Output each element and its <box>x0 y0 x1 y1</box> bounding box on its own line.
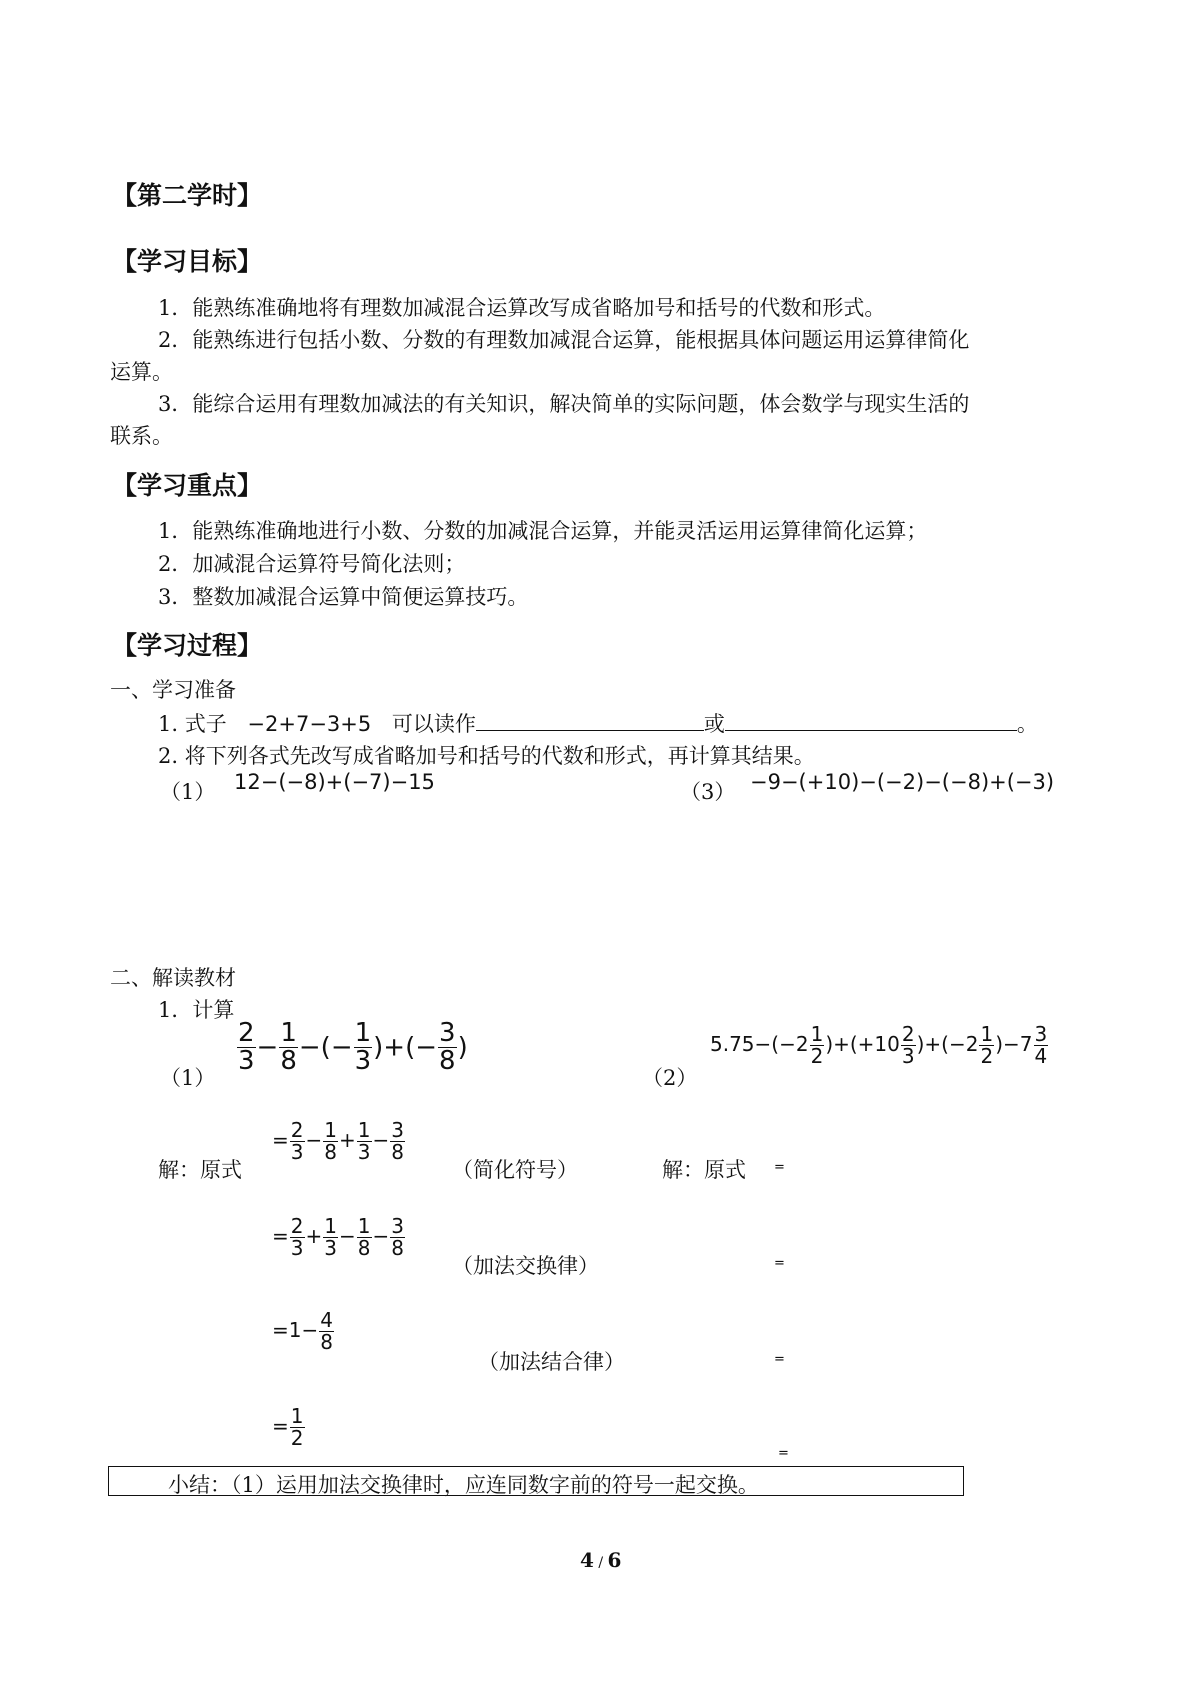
solution-2-label: 解：原式 <box>662 1158 746 1182</box>
goal-item-3: 3．能综合运用有理数加减法的有关知识，解决简单的实际问题，体会数学与现实生活的 <box>158 392 970 416</box>
goal-item-2: 2．能熟练进行包括小数、分数的有理数加减混合运算，能根据具体问题运用运算律简化 <box>158 328 970 352</box>
solution-step-3: =1− $\frac{4}{8}$ <box>272 1308 333 1354</box>
q2-3-expression: −9−(+10)−(−2)−(−8)+(−3) <box>750 770 1055 794</box>
key-point-1: 1．能熟练准确地进行小数、分数的加减混合运算，并能灵活运用运算律简化运算； <box>158 519 928 543</box>
page-number: 4 / 6 <box>580 1548 622 1572</box>
answer-blank-1[interactable] <box>476 712 704 731</box>
solution-2-eq-1: = <box>774 1160 785 1175</box>
key-points-heading: 【学习重点】 <box>112 471 263 500</box>
solution-2-eq-4: = <box>778 1446 789 1461</box>
key-point-3: 3．整数加减混合运算中简便运算技巧。 <box>158 585 529 609</box>
part2-title: 二、解读教材 <box>110 966 236 990</box>
q2-1-label: （1） <box>160 780 216 804</box>
question-1 <box>158 708 1038 738</box>
goal-item-1: 1．能熟练准确地将有理数加减混合运算改写成省略加号和括号的代数和形式。 <box>158 296 886 320</box>
q1-expression: −2+7−3+5 <box>247 712 372 736</box>
solution-1-label: 解：原式 <box>158 1158 242 1182</box>
fraction-2-3: $\frac{2}{3}$ <box>238 1018 255 1077</box>
ex1-expression: $\frac{2}{3}$ − $\frac{1}{8}$ −(− $\frac{1}{3}$ )+(− $\frac{3}{8}$ ) <box>238 1018 468 1077</box>
q2-1-expression: 12−(−8)+(−7)−15 <box>234 770 435 794</box>
q1-end: 。 <box>1016 712 1038 736</box>
question-2: 2. 将下列各式先改写成省略加号和括号的代数和形式，再计算其结果。 <box>158 744 815 768</box>
q1-read-as: 可以读作 <box>391 712 476 736</box>
solution-step-4: = $\frac{1}{2}$ <box>272 1404 304 1450</box>
step-3-note: （加法结合律） <box>478 1350 625 1374</box>
summary-text: 小结：（1）运用加法交换律时，应连同数字前的符号一起交换。 <box>168 1473 759 1497</box>
process-heading: 【学习过程】 <box>112 631 263 660</box>
ex1-label: （1） <box>160 1066 216 1090</box>
period-heading: 【第二学时】 <box>112 181 263 210</box>
goal-item-3-cont: 联系。 <box>110 424 173 448</box>
goals-heading: 【学习目标】 <box>112 247 263 276</box>
solution-step-1: = $\frac{2}{3}$ − $\frac{1}{8}$ + $\frac{1}{3}$ − $\frac{3}{8}$ <box>272 1118 404 1164</box>
goal-item-2-cont: 运算。 <box>110 360 173 384</box>
page-current: 4 <box>580 1548 594 1572</box>
step-2-note: （加法交换律） <box>452 1254 599 1278</box>
part1-title: 一、学习准备 <box>110 678 236 702</box>
solution-step-2: = $\frac{2}{3}$ + $\frac{1}{3}$ − $\frac{1}{8}$ − $\frac{3}{8}$ <box>272 1214 404 1260</box>
calc-title: 1．计算 <box>158 998 235 1022</box>
fraction-3-8: $\frac{3}{8}$ <box>439 1018 456 1077</box>
key-point-2: 2．加减混合运算符号简化法则； <box>158 552 466 576</box>
solution-2-eq-2: = <box>774 1256 785 1271</box>
q1-or: 或 <box>703 712 725 736</box>
fraction-1-8: $\frac{1}{8}$ <box>280 1018 297 1077</box>
step-1-note: （简化符号） <box>452 1158 578 1182</box>
q2-3-label: （3） <box>680 780 736 804</box>
ex2-expression: 5.75−(−2 $\frac{1}{2}$ )+(+10 $\frac{2}{3}$ )+(−2 $\frac{1}{2}$ )−7 $\frac{3}{4}$ <box>710 1022 1048 1068</box>
fraction-1-3: $\frac{1}{3}$ <box>354 1018 372 1077</box>
q1-prefix: 1. 式子 <box>158 712 227 736</box>
solution-2-eq-3: = <box>774 1352 785 1367</box>
page-total: 6 <box>607 1548 622 1572</box>
ex2-label: （2） <box>642 1066 698 1090</box>
answer-blank-2[interactable] <box>725 712 1017 731</box>
